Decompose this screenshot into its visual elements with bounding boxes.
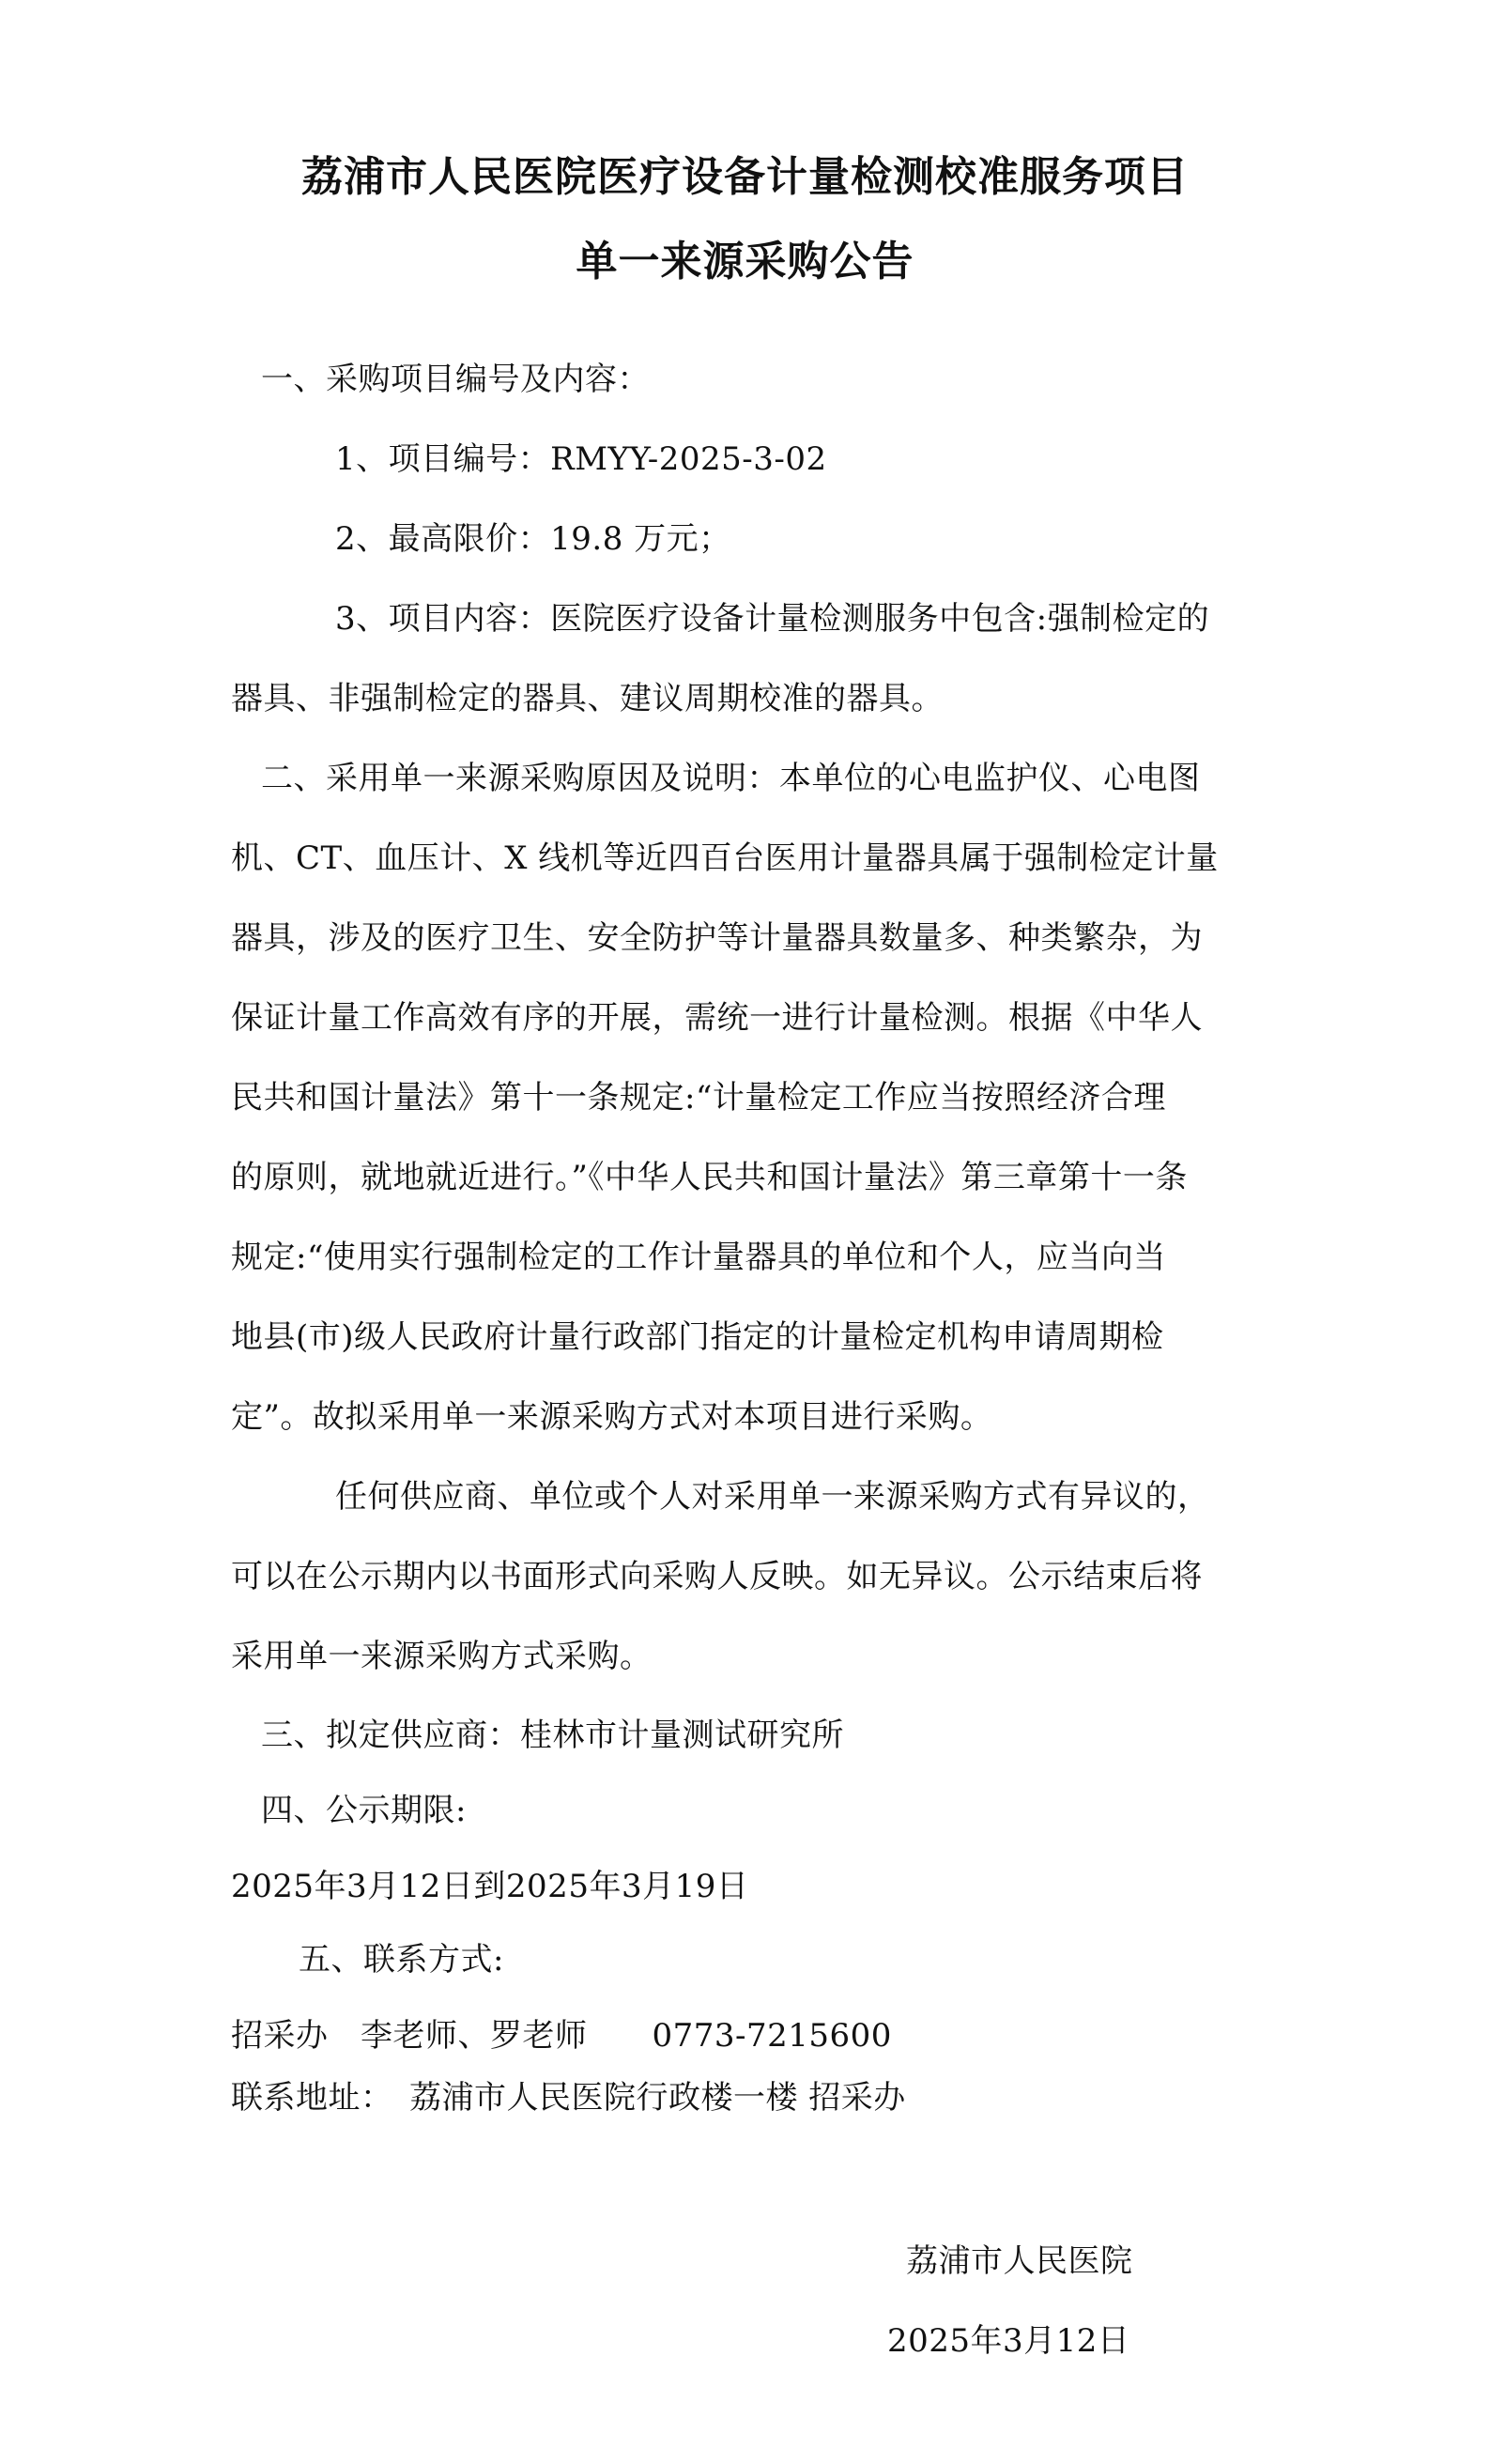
project-content-line1: 3、项目内容：医院医疗设备计量检测服务中包含:强制检定的 bbox=[335, 600, 1210, 638]
signature-organization: 荔浦市人民医院 bbox=[906, 2242, 1133, 2280]
contact-address: 联系地址： 荔浦市人民医院行政楼一楼 招采办 bbox=[231, 2079, 906, 2117]
reason-paragraph-line2: 机、CT、血压计、X 线机等近四百台医用计量器具属于强制检定计量 bbox=[231, 839, 1219, 877]
section-heading-contact: 五、联系方式: bbox=[299, 1941, 504, 1979]
reason-paragraph-line7: 规定:“使用实行强制检定的工作计量器具的单位和个人，应当向当 bbox=[231, 1239, 1166, 1276]
section-heading-project-info: 一、采购项目编号及内容： bbox=[261, 361, 650, 398]
publicity-period-dates: 2025年3月12日到2025年3月19日 bbox=[231, 1868, 749, 1905]
max-price: 2、最高限价：19.8 万元； bbox=[335, 520, 731, 558]
signature-date: 2025年3月12日 bbox=[887, 2322, 1130, 2360]
proposed-supplier: 三、拟定供应商：桂林市计量测试研究所 bbox=[261, 1717, 844, 1754]
objection-paragraph-line2: 可以在公示期内以书面形式向采购人反映。如无异议。公示结束后将 bbox=[231, 1558, 1203, 1595]
reason-paragraph-line6: 的原则，就地就近进行。”《中华人民共和国计量法》第三章第十一条 bbox=[231, 1159, 1188, 1196]
project-number: 1、项目编号：RMYY-2025-3-02 bbox=[335, 440, 827, 478]
reason-paragraph-line5: 民共和国计量法》第十一条规定:“计量检定工作应当按照经济合理 bbox=[231, 1079, 1166, 1116]
document-title-line1: 荔浦市人民医院医疗设备计量检测校准服务项目 bbox=[301, 153, 1189, 201]
reason-paragraph-line4: 保证计量工作高效有序的开展，需统一进行计量检测。根据《中华人 bbox=[231, 999, 1203, 1037]
objection-paragraph-line3: 采用单一来源采购方式采购。 bbox=[231, 1638, 653, 1675]
reason-paragraph-line9: 定”。故拟采用单一来源采购方式对本项目进行采购。 bbox=[231, 1398, 993, 1436]
reason-paragraph-line8: 地县(市)级人民政府计量行政部门指定的计量检定机构申请周期检 bbox=[231, 1318, 1164, 1356]
objection-paragraph-line1: 任何供应商、单位或个人对采用单一来源采购方式有异议的， bbox=[335, 1478, 1210, 1516]
project-content-line2: 器具、非强制检定的器具、建议周期校准的器具。 bbox=[231, 680, 944, 717]
contact-persons-phone: 招采办 李老师、罗老师 0773-7215600 bbox=[231, 2017, 892, 2055]
section-heading-publicity-period: 四、公示期限: bbox=[261, 1792, 467, 1829]
document-title-line2: 单一来源采购公告 bbox=[576, 238, 914, 285]
reason-paragraph-line3: 器具，涉及的医疗卫生、安全防护等计量器具数量多、种类繁杂，为 bbox=[231, 919, 1203, 957]
reason-paragraph-line1: 二、采用单一来源采购原因及说明：本单位的心电监护仪、心电图 bbox=[261, 760, 1201, 797]
